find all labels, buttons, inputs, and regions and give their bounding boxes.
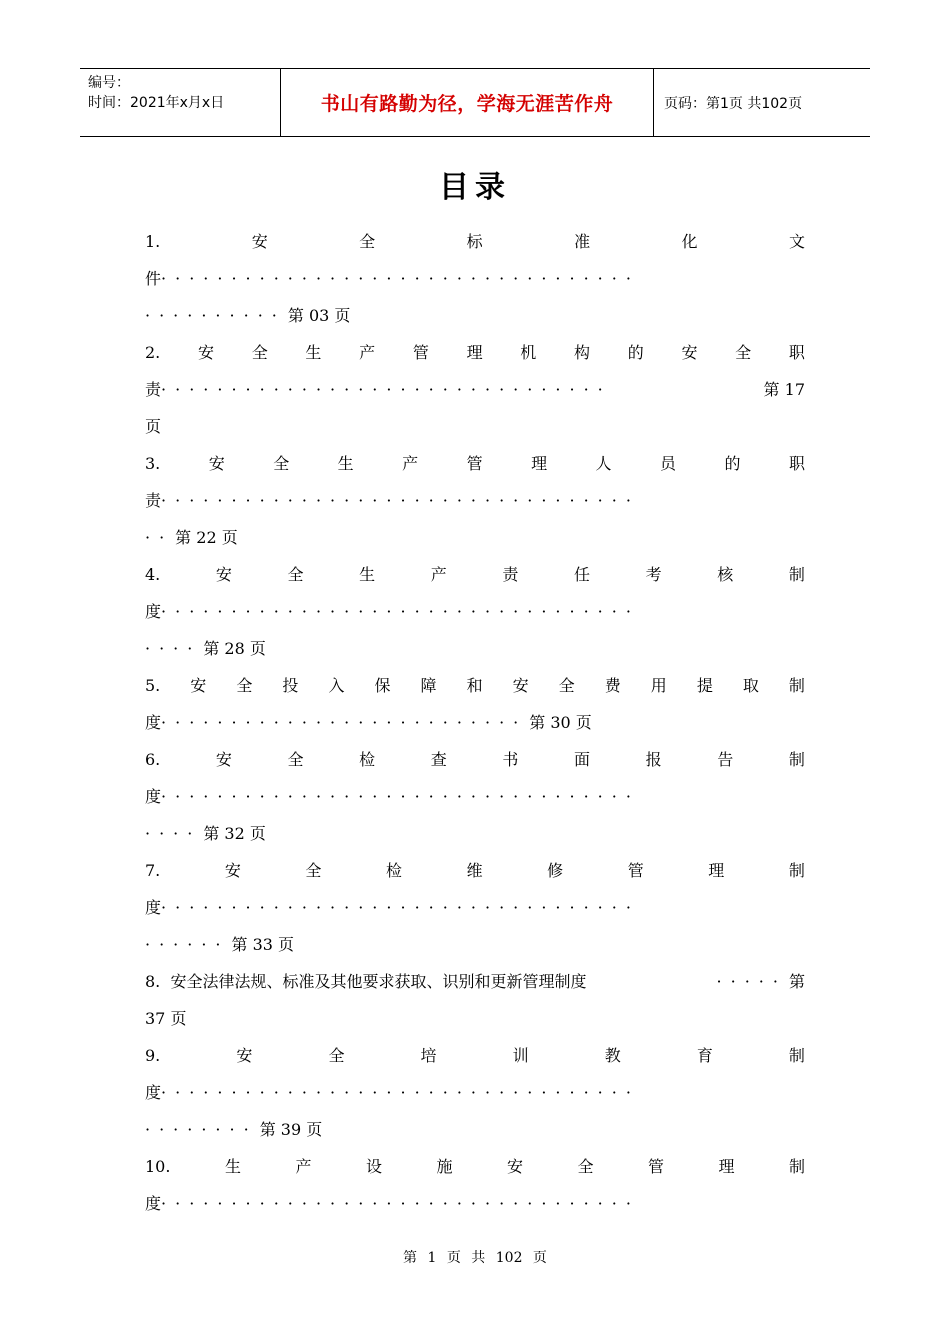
- toc-word: 全: [251, 343, 268, 362]
- toc-word: 报: [645, 750, 662, 769]
- toc-line: [145, 1148, 805, 1185]
- toc-page-number: 第 17: [763, 380, 805, 399]
- toc-word: 1.: [145, 232, 161, 251]
- toc-word: 全: [558, 676, 575, 695]
- toc-leader-dots: ·····: [716, 972, 787, 991]
- page-footer: 第 1 页 共 102 页: [403, 1250, 547, 1266]
- toc-text: 8. 安全法律法规、标准及其他要求获取、识别和更新管理制度: [145, 972, 587, 991]
- toc-word: 制: [788, 1157, 805, 1176]
- toc-leader-dots: ··································: [161, 1083, 640, 1102]
- toc-line: [145, 482, 805, 519]
- toc-word: 考: [645, 565, 662, 584]
- toc-word: 费: [604, 676, 621, 695]
- toc-leader-dots: ··: [145, 528, 174, 547]
- toc-line: [145, 815, 805, 852]
- toc-word: 育: [696, 1046, 713, 1065]
- toc-line: [145, 1037, 805, 1074]
- toc-page-number: 第: [788, 972, 805, 991]
- header-left-cell: [80, 69, 281, 136]
- toc-word: 安: [251, 232, 268, 251]
- toc-word: 6.: [145, 750, 161, 769]
- toc-word: 制: [788, 676, 805, 695]
- page-title: 目录: [439, 170, 511, 205]
- toc-leader-dots: ··································: [161, 602, 640, 621]
- toc-page-number: 第 33 页: [231, 935, 295, 954]
- toc-word: 理: [708, 861, 725, 880]
- toc-leader-dots: ······: [145, 935, 230, 954]
- toc-word: 3.: [145, 454, 161, 473]
- page-header: [80, 68, 870, 137]
- toc-word: 2.: [145, 343, 161, 362]
- header-motto: 书山有路勤为径，学海无涯苦作舟: [281, 69, 654, 136]
- toc-word: 管: [647, 1157, 664, 1176]
- toc-page-number: 第 30 页: [529, 713, 592, 732]
- toc-word: 培: [420, 1046, 437, 1065]
- toc-leader-dots: ····: [145, 824, 202, 843]
- toc-word: 生: [224, 1157, 241, 1176]
- toc-word: 产: [359, 343, 376, 362]
- toc-leader-dots: ··································: [161, 269, 640, 288]
- toc-word: 产: [430, 565, 447, 584]
- toc-text: 责: [145, 380, 162, 399]
- toc-line: [145, 963, 805, 1000]
- toc-leader-dots: ································: [161, 380, 612, 399]
- toc-leader-dots: ····: [145, 639, 202, 658]
- toc-word: 10.: [145, 1157, 171, 1176]
- toc-text: 度: [145, 602, 162, 621]
- number-label: 编号：: [88, 75, 130, 91]
- toc-word: 产: [295, 1157, 312, 1176]
- toc-line: [145, 778, 805, 815]
- toc-word: 全: [287, 565, 304, 584]
- toc-word: 标: [466, 232, 483, 251]
- toc-word: 职: [788, 343, 805, 362]
- toc-line: [145, 889, 805, 926]
- toc-word: 和: [466, 676, 483, 695]
- toc-text: 件: [145, 269, 162, 288]
- toc-leader-dots: ··········: [145, 306, 286, 325]
- toc-text: 责: [145, 491, 162, 510]
- toc-word: 全: [287, 750, 304, 769]
- toc-line: [145, 1111, 805, 1148]
- toc-page-number: 第 32 页: [203, 824, 266, 843]
- toc-line: 页: [145, 417, 162, 436]
- toc-word: 理: [718, 1157, 735, 1176]
- toc-text: 度: [145, 1083, 162, 1102]
- toc-word: 人: [595, 454, 612, 473]
- toc-word: 制: [788, 565, 805, 584]
- toc-word: 告: [717, 750, 734, 769]
- toc-word: 全: [236, 676, 253, 695]
- toc-word: 全: [273, 454, 290, 473]
- toc-word: 9.: [145, 1046, 161, 1065]
- toc-line: [145, 260, 805, 297]
- toc-line: [145, 1074, 805, 1111]
- toc-line: [145, 593, 805, 630]
- toc-word: 全: [577, 1157, 594, 1176]
- toc-word: 理: [531, 454, 548, 473]
- toc-line: [145, 297, 805, 334]
- toc-word: 安: [190, 676, 207, 695]
- toc-word: 化: [681, 232, 698, 251]
- toc-word: 制: [788, 861, 805, 880]
- toc-word: 全: [305, 861, 322, 880]
- toc-word: 书: [502, 750, 519, 769]
- toc-word: 安: [681, 343, 698, 362]
- toc-line: [145, 852, 805, 889]
- toc-leader-dots: ··································: [161, 491, 640, 510]
- toc-word: 提: [696, 676, 713, 695]
- toc-word: 的: [724, 454, 741, 473]
- toc-word: 构: [574, 343, 591, 362]
- toc-word: 4.: [145, 565, 161, 584]
- toc-word: 入: [328, 676, 345, 695]
- toc-word: 安: [197, 343, 214, 362]
- toc-word: 安: [506, 1157, 523, 1176]
- toc-line: [145, 704, 805, 741]
- toc-word: 检: [359, 750, 376, 769]
- toc-word: 安: [215, 565, 232, 584]
- toc-word: 安: [224, 861, 241, 880]
- toc-line: [145, 667, 805, 704]
- toc-word: 用: [650, 676, 667, 695]
- toc-word: 全: [328, 1046, 345, 1065]
- toc-word: 管: [466, 454, 483, 473]
- toc-word: 制: [788, 750, 805, 769]
- toc-text: 度: [145, 787, 162, 806]
- toc-page-number: 第 03 页: [287, 306, 351, 325]
- toc-line: [145, 445, 805, 482]
- toc-word: 检: [385, 861, 402, 880]
- toc-word: 理: [466, 343, 483, 362]
- toc-word: 维: [466, 861, 483, 880]
- toc-text: 度: [145, 713, 162, 732]
- toc-word: 5.: [145, 676, 161, 695]
- toc-text: 度: [145, 1194, 162, 1213]
- toc-page-number: 第 22 页: [175, 528, 238, 547]
- toc-word: 教: [604, 1046, 621, 1065]
- toc-word: 训: [512, 1046, 529, 1065]
- toc-word: 生: [305, 343, 322, 362]
- toc-line: [145, 1185, 805, 1222]
- toc-line: [145, 223, 805, 260]
- toc-word: 全: [359, 232, 376, 251]
- toc-word: 保: [374, 676, 391, 695]
- toc-word: 障: [420, 676, 437, 695]
- toc-line: [145, 519, 805, 556]
- toc-word: 产: [402, 454, 419, 473]
- toc-line: [145, 630, 805, 667]
- toc-word: 制: [788, 1046, 805, 1065]
- toc-word: 投: [282, 676, 299, 695]
- time-label: 时间：2021年x月x日: [88, 95, 225, 111]
- toc-line: [145, 334, 805, 371]
- toc-word: 管: [412, 343, 429, 362]
- toc-leader-dots: ··································: [161, 1194, 640, 1213]
- toc-line: [145, 556, 805, 593]
- toc-word: 准: [574, 232, 591, 251]
- toc-word: 施: [436, 1157, 453, 1176]
- toc-word: 生: [359, 565, 376, 584]
- toc-word: 全: [735, 343, 752, 362]
- toc-word: 任: [574, 565, 591, 584]
- toc-word: 管: [627, 861, 644, 880]
- header-page-info: 页码：第1页 共102页: [664, 95, 803, 112]
- toc-word: 的: [627, 343, 644, 362]
- toc-word: 生: [337, 454, 354, 473]
- toc-word: 机: [520, 343, 537, 362]
- toc-word: 修: [547, 861, 564, 880]
- toc-page-number: 第 28 页: [203, 639, 266, 658]
- toc-leader-dots: ··························: [161, 713, 528, 732]
- toc-leader-dots: ··································: [161, 787, 640, 806]
- toc-leader-dots: ··································: [161, 898, 640, 917]
- toc-word: 安: [208, 454, 225, 473]
- toc-word: 7.: [145, 861, 161, 880]
- toc-line: [145, 371, 805, 408]
- toc-word: 面: [574, 750, 591, 769]
- toc-word: 责: [502, 565, 519, 584]
- toc-word: 安: [236, 1046, 253, 1065]
- toc-word: 安: [215, 750, 232, 769]
- toc-word: 职: [788, 454, 805, 473]
- toc-word: 安: [512, 676, 529, 695]
- toc-word: 核: [717, 565, 734, 584]
- toc-word: 查: [430, 750, 447, 769]
- toc-word: 取: [742, 676, 759, 695]
- toc-word: 文: [788, 232, 805, 251]
- toc-word: 设: [365, 1157, 382, 1176]
- table-of-contents: [145, 223, 805, 1222]
- toc-text: 度: [145, 898, 162, 917]
- toc-line: 37 页: [145, 1009, 187, 1028]
- toc-word: 员: [660, 454, 677, 473]
- toc-line: [145, 741, 805, 778]
- toc-leader-dots: ········: [145, 1120, 258, 1139]
- toc-line: [145, 926, 805, 963]
- toc-page-number: 第 39 页: [259, 1120, 323, 1139]
